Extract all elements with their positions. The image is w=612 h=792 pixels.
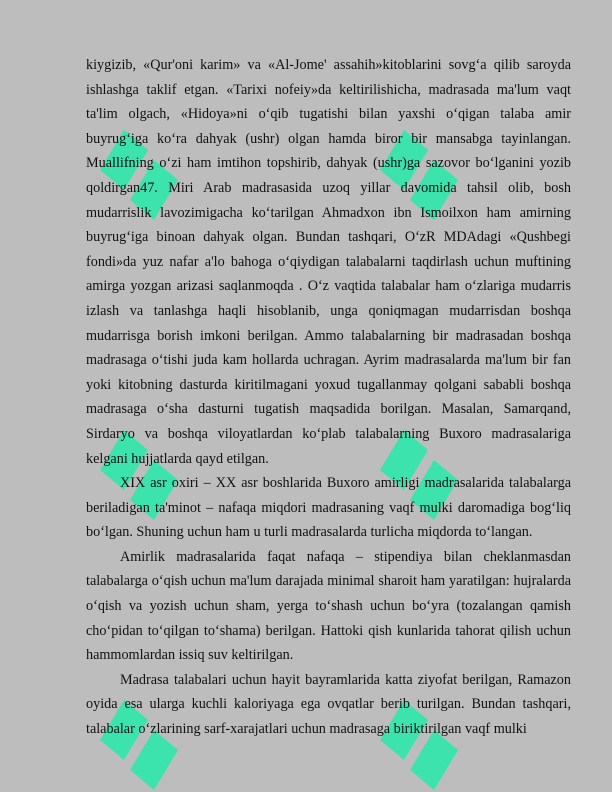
paragraph: kiygizib, «Qur'oni karim» va «Al-Jome' assahih»kitoblarini sovg‘a qilib saroyda ishlashga taklif etgan. «Tarixi nofeiy»da keltirilishicha, madrasada ma'lum vaqt ta'lim olgach, «Hidoya»ni o‘qib tugatishi bilan yaxshi o‘qigan talaba amir buyrug‘iga ko‘ra dahyak (ushr) olgan hamda biror bir mansabga tayinlangan. Muallifning o‘zi ham imtihon topshirib, dahyak (ushr)ga sazovor bo‘lganini yozib qoldirgan47. Miri Arab madrasasida uzoq yillar davomida tahsil olib, bosh mudarrislik lavozimigacha ko‘tarilgan Ahmadxon ibn Ismoilxon ham amirning buyrug‘iga binoan dahyak olgan. Bundan tashqari, O‘zR MDAdagi «Qushbegi fondi»da yuz nafar a'lo bahoga o‘qiydigan talabalarni taqdirlash uchun muftining amirga yozgan arizasi saqlanmoqda . O‘z vaqtida talabalar ham o‘zlariga mudarris izlash va tanlashga haqli hisoblanib, unga qoniqmagan mudarrisdan boshqa mudarrisga borish imkoni berilgan. Ammo talabalarning bir madrasadan boshqa madrasaga o‘tishi juda kam hollarda uchragan. Ayrim madrasalarda ma'lum bir fan yoki kitobning dasturda kiritilmagani yoxud tugallanmay qolgani sababli boshqa madrasaga o‘sha dasturni tugatish maqsadida borilgan. Masalan, Samarqand, Sirdaryo va boshqa viloyatlardan ko‘plab talabalarning Buxoro madrasalariga kelgani hujjatlarda qayd etilgan. [86, 57, 571, 467]
paragraph: Madrasa talabalari uchun hayit bayramlarida katta ziyofat berilgan, Ramazon oyida esa ularga kuchli kaloriyaga ega ovqatlar berib turilgan. Bundan tashqari, talabalar o‘zlarining sarf-xarajatlari uchun madrasaga biriktirilgan vaqf mulki [86, 671, 571, 738]
paragraph: XIX asr oxiri – XX asr boshlarida Buxoro amirligi madrasalarida talabalarga beriladigan ta'minot – nafaqa miqdori madrasaning vaqf mulki daromadiga bog‘liq bo‘lgan. Shuning uchun ham u turli madrasalarda turlicha miqdorda to‘langan. [86, 475, 571, 541]
paragraph: Amirlik madrasalarida faqat nafaqa – stipendiya bilan cheklanmasdan talabalarga o‘qish uchun ma'lum darajada minimal sharoit ham yaratilgan: hujralarda o‘qish va yozish uchun sham, yerga to‘shash uchun bo‘yra (tozalangan qamish cho‘pidan to‘qilgan to‘shama) berilgan. Hattoki qish kunlarida tahorat qilish uchun hammomlardan issiq suv keltirilgan. [86, 548, 571, 664]
document-body [86, 53, 571, 742]
